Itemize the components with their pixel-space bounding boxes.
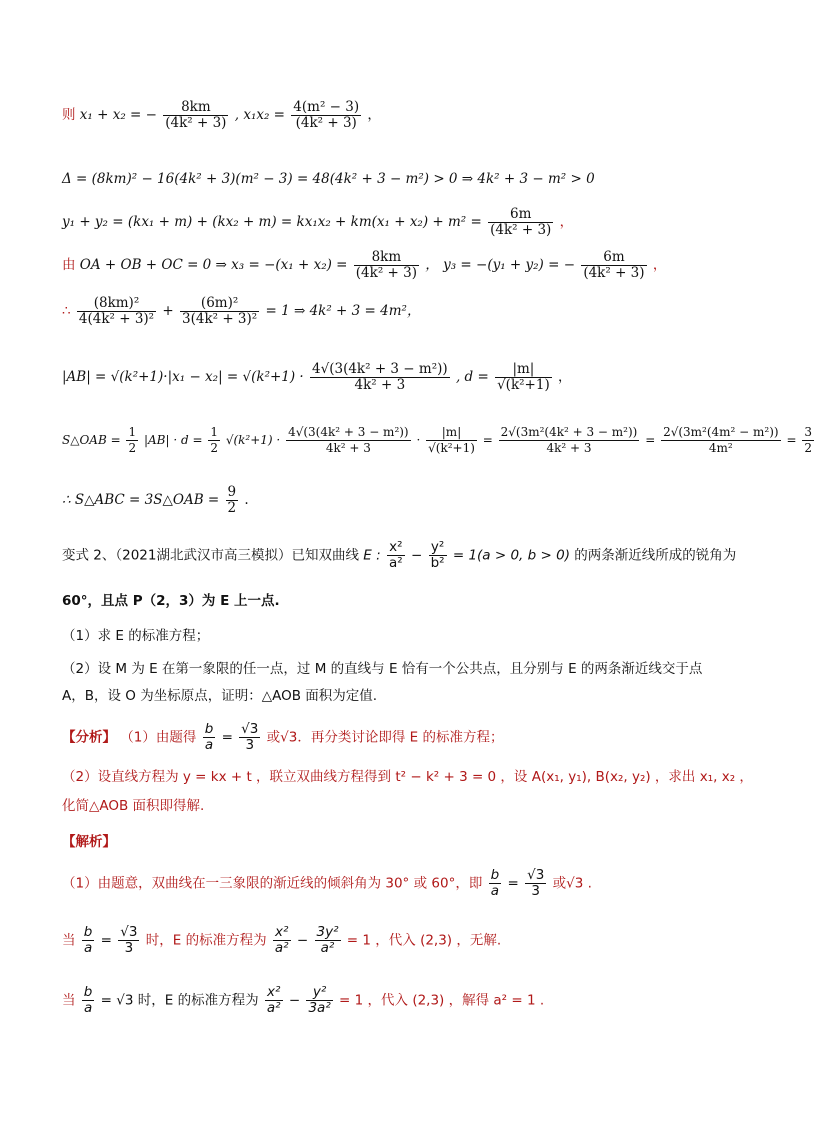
problem-statement-2 [62,592,280,610]
text: （2）设直线方程为 y = kx + t ，联立双曲线方程得到 t² − k² + 3 = 0 ，设 A(x₁, y₁), B(x₂, y₂) ，求出 x₁, x₂ ， [62,769,753,785]
text: = 1 ，代入 (2,3) ，无解. [346,932,502,949]
text: 【解析】 [62,834,116,850]
expr: = 1(a > 0, b > 0) [452,547,570,564]
text: 当 [62,932,76,949]
fraction: $\frac{\text{3y²}}{\text{a²}}$ [316,924,339,956]
text: 的两条渐近线所成的锐角为 [574,547,737,564]
solution-2 [62,925,501,956]
solution-tag [62,833,116,851]
fraction: $\frac{\text{2√(3m²(4k² + 3 − m²))}}{\text{4k² + 3}}$ [500,425,638,455]
therefore-symbol: ∴ [62,303,71,319]
fraction: $\frac{\text{x²}}{\text{a²}}$ [388,539,403,571]
formula-vector-sum [62,250,666,281]
eq: = √3 时，E 的标准方程为 [100,992,259,1009]
punct: ， [559,214,574,230]
expr: √(k²+1) · [225,433,281,447]
expr: y₁ + y₂ = (kx₁ + m) + (kx₂ + m) = kx₁x₂ + km(x₁ + x₂) + m² = [62,214,482,230]
expr: , d = [455,369,489,385]
problem-label: 变式 2、（2021湖北武汉市高三模拟）已知双曲线 [62,547,359,564]
analysis-3 [62,797,204,815]
eq: = [482,433,493,447]
text: 化简△AOB 面积即得解. [62,798,205,814]
eq: = [100,932,112,949]
solution-1 [62,868,592,899]
fraction: $\frac{b}{a}$ [83,924,93,956]
fraction: $\frac{9}{2}$ [227,484,237,516]
fraction: $\frac{1}{2}$ [128,425,137,455]
fraction: $\frac{\text{2√(3m²(4m² − m²))}}{\text{4m²}}$ [663,425,779,455]
eq: = [507,875,519,892]
fraction: $\frac{\text{x²}}{\text{a²}}$ [274,924,289,956]
text: 或√3．再分类讨论即得 E 的标准方程； [266,729,504,746]
plus: + [162,303,174,319]
analysis-1 [62,722,503,753]
analysis-tag: 【分析】 [62,729,116,746]
formula-y-sum [62,207,573,238]
text: （2）设 M 为 E 在第一象限的任一点，过 M 的直线与 E 恰有一个公共点，且分别与 E 的两条渐近线交于点 [62,661,703,677]
fraction: $\frac{\text{4(m² − 3)}}{\text{(4k² + 3)}}$ [293,99,360,131]
formula-sum-product [62,100,381,131]
eq: = [221,729,233,746]
formula-area [62,425,816,456]
fraction: $\frac{8km}{\text{(4k² + 3)}}$ [355,249,417,281]
minus: − [410,547,423,564]
question-1 [62,627,209,645]
fraction: $\frac{√3}{3}$ [120,924,138,956]
fraction: $\frac{8km}{\text{(4k² + 3)}}$ [165,99,227,131]
fraction: $\frac{\text{(6m)²}}{\text{3(4k² + 3)²}}$ [182,295,258,327]
expr: OA + OB + OC = 0 ⇒ x₃ = −(x₁ + x₂) = [79,257,348,273]
punct: ， [558,369,572,385]
eq: = [645,433,656,447]
fraction: $\frac{|m|}{\text{√(k²+1)}}$ [428,425,475,455]
fraction: $\frac{b}{a}$ [83,984,93,1016]
expr: S△OAB = [62,433,121,447]
minus: − [296,932,309,949]
text-ze: 则 [62,107,76,123]
fraction: $\frac{6m}{\text{(4k² + 3)}}$ [490,206,552,238]
text: 当 [62,992,76,1009]
expr: ∴ S△ABC = 3S△OAB = [62,492,220,508]
expr: |AB| = √(k²+1)·|x₁ − x₂| = √(k²+1) · [62,369,304,385]
fraction: $\frac{b}{a}$ [204,721,214,753]
fraction: $\frac{\text{4√(3(4k² + 3 − m²))}}{\text{4k² + 3}}$ [288,425,409,455]
text: （1）求 E 的标准方程； [62,628,210,644]
question-2-cont [62,687,377,705]
eq: = [786,433,797,447]
fraction: $\frac{√3}{3}$ [241,721,259,753]
fraction: $\frac{\text{y²}}{\text{b²}}$ [430,539,445,571]
fraction: $\frac{√3}{3}$ [527,867,545,899]
formula-chord-length [62,362,572,393]
formula-discriminant [62,170,595,188]
text: （1）由题得 [120,729,197,746]
fraction: $\frac{1}{2}$ [210,425,218,455]
expr: x₁ + x₂ = − [79,107,157,123]
formula-total-area [62,485,249,516]
formula-on-ellipse [62,296,420,327]
text: 时，E 的标准方程为 [145,932,267,949]
punct: ， [652,257,667,273]
expr: Δ = (8km)² − 16(4k² + 3)(m² − 3) = 48(4k² + 3 − m²) > 0 ⇒ 4k² + 3 − m² > 0 [62,171,595,187]
solution-3 [62,985,544,1016]
expr: E : [363,547,381,564]
fraction: $\frac{6m}{\text{(4k² + 3)}}$ [583,249,645,281]
text: 或√3 . [552,875,592,892]
text: （1）由题意，双曲线在一三象限的渐近线的倾斜角为 30° 或 60°，即 [62,875,483,892]
expr: , x₁x₂ = [234,107,285,123]
analysis-2 [62,768,753,786]
problem-statement [62,540,736,571]
fraction: $\frac{3}{2}$ [804,425,812,455]
text-you: 由 [62,257,76,273]
punct: ， [367,107,381,123]
text: 60°，且点 P（2，3）为 E 上一点. [62,593,280,609]
text: = 1 ，代入 (2,3) ，解得 a² = 1 . [339,992,545,1009]
fraction: $\frac{\text{(8km)²}}{\text{4(4k² + 3)²}}$ [78,295,155,327]
fraction: $\frac{\text{y²}}{\text{3a²}}$ [308,984,331,1016]
question-2 [62,660,702,678]
minus: − [288,992,301,1009]
expr: ， y₃ = −(y₁ + y₂) = − [425,257,576,273]
punct: . [244,492,249,508]
fraction: $\frac{|m|}{\text{√(k²+1)}}$ [497,361,550,393]
expr: = 1 ⇒ 4k² + 3 = 4m²， [265,303,421,319]
text: A，B，设 O 为坐标原点，证明：△AOB 面积为定值. [62,688,378,704]
expr: |AB| · d = [143,433,203,447]
fraction: $\frac{b}{a}$ [490,867,500,899]
dot: · [416,433,421,447]
fraction: $\frac{\text{x²}}{\text{a²}}$ [266,984,281,1016]
fraction: $\frac{\text{4√(3(4k² + 3 − m²))}}{\text{4k² + 3}}$ [312,361,448,393]
